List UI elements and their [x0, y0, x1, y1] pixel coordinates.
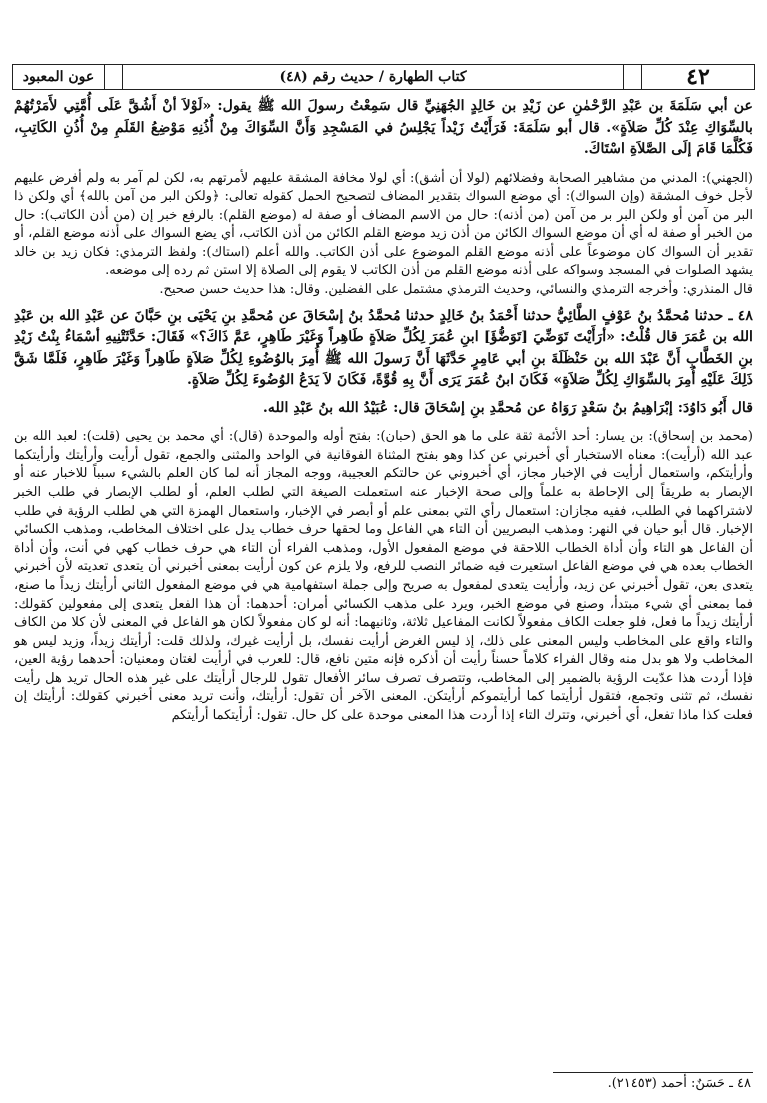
header-spacer — [624, 65, 642, 89]
abu-dawud-note: قال أَبُو دَاوُدَ: إبْرَاهِيمُ بنُ سَعْدٍ رَوَاهُ عن مُحمَّدِ بنِ إسْحَاقَ قال: عُبَيْدُ الله بنُ عَبْدِ الله. — [262, 399, 753, 416]
hadith-48-text: ٤٨ ـ حدثنا مُحمَّدُ بنُ عَوْفٍ الطَّائِيُّ حدثنا أَحْمَدُ بنُ خَالِدٍ حدثنا مُحمَّدُ بنُ إسْحَاقَ عن مُحمَّدِ بنِ يَحْيَى بنِ حَبَّانَ عن عَبْدِ الله بن عَبْدِ الله بن عُمَرَ قال قُلْتُ: «أرَأَيْتَ تَوَضِّيَ [تَوَضُّؤَ] ابنِ عُمَرَ لِكُلِّ صَلاَةٍ طَاهِراً وَغَيْرَ طَاهِرٍ، عَمَّ ذَاكَ؟» فَقَالَ: حَدَّثَتْنِيهِ أسْمَاءُ بِنْتُ زَيْدِ بنِ الخَطَّابِ أَنَّ عَبْدَ الله بن حَنْظَلَةَ بنِ أبي عَامِرٍ حَدَّثَهَا أَنَّ رَسولَ الله ﷺ أُمِرَ بالوُضُوءِ لِكُلِّ صَلاَةٍ طَاهِراً وَغَيْرَ طَاهِرٍ، فَلَمَّا شَقَّ ذَلِكَ عَلَيْهِ أُمِرَ بالسِّوَاكِ لِكُلِّ صَلاَةٍ» فَكَانَ ابنُ عُمَرَ يَرَى أَنَّ بِهِ قُوَّةً، فَكَانَ لاَ يَدَعُ الوُضُوءَ لِكُلِّ صَلاَةٍ. — [14, 307, 753, 389]
book-name: عون المعبود — [13, 65, 105, 89]
page-content — [14, 96, 753, 726]
page-number: ٤٢ — [686, 64, 710, 90]
commentary-48: (محمد بن إسحاق): بن يسار: أحد الأئمة ثقة على ما هو الحق (حبان): بفتح أوله والموحدة (قال): أي محمد بن يحيى (قلت): لعبد الله بن عبد الله (أرأيت): معناه الاستخبار أي أخبرني عن كذا وهو بفتح المثناة الفوقانية في الواحد والمثنى والجمع، تقول أرأيت وأرأيتك وأرأيتكما وأرأيتكم، واستعمال أرأيت في الإخبار مجاز، أي أخبروني عن حالتكم العجيبة، ووجه المجاز أنه لما كان العلم بالشيء سبباً للاخبار عنه أو الإبصار به طريقاً إلى الإحاطة به علماً وإلى صحة الإخبار عنه استعملت الصيغة التي لطلب العلم، أو لطلب الإبصار في طلب الخبر لاشتراكهما في الطلب، ففيه مجازان: استعمال رأي التي بمعنى علم أو أبصر في الإخبار، واستعمال الهمزة التي هي لطلب الرؤية في طلب الإخبار. قال أبو حيان في النهر: ومذهب البصريين أن التاء هي الفاعل وما لحقها حرف خطاب يدل على اختلاف المخاطب، ومذهب الكسائي أن الفاعل هو التاء وأن أداة الخطاب اللاحقة في موضع المفعول الأول، ومذهب الفراء أن التاء هي حرف خطاب كهي في أنت، وأن أداة الخطاب بعده هي في موضع الفاعل استعيرت فيه ضمائر النصب للرفع، ولا يلزم عن كون أرأيت بمعنى أخبرني أن يتعدى تعديته لأن أخبرني يتعدى بعن، تقول أخبرني عن زيد، وأرأيت يتعدى لمفعول به صريح وإلى جملة استفهامية هي في موضع المفعول الثاني أرأيتك زيداً ما صنع، فما بمعنى أي شيء مبتدأ، وصنع في موضع الخبر، ويرد على مذهب الكسائي أمران: أحدهما: أن هذا الفعل يتعدى إلى مفعولين كقولك: أرأيتك زيداً ما فعل، فلو جعلت الكاف مفعولاً لكانت المفاعيل ثلاثة، وثانيهما: أنه لو كان مفعولاً لكان هو الفاعل في المعنى لأن كلا من الكاف والتاء واقع على المخاطب وليس المعنى على ذلك، إذ ليس الغرض أرأيت نفسك، بل أرأيت غيرك، ولذلك قلت: أرأيتك زيداً، وزيد ليس هو المخاطب ولا هو بدل منه وقال الفراء كلاماً حسناً رأيت أن أذكره فإنه متين نافع، قال: للعرب في أرأيت لغتان ومعنيان: أحدهما رؤية العين، فإذا أردت هذا عدّيت الرؤية بالضمير إلى المخاطب، وتتصرف تصرف سائر الأفعال تقول للرجال أرأيتك على غير هذه الحال تريد هل رأيت نفسك، ثم تثنى وتجمع، فتقول أرأيتما كما أرأيتموكم أرأيتكن. المعنى الآخر أن تقول: أرأيتك، وأنت تريد معنى أخبرني كقولك: أرأيتك إن فعلت كذا ماذا تفعل، أي أخبرني، وتترك التاء إذا أردت هذا المعنى موحدة على كل حال. تقول: أرأيتكما أرأيتكم — [14, 429, 753, 724]
running-header — [12, 64, 755, 90]
mundhiri-note: قال المنذري: وأخرجه الترمذي والنسائي، وحديث الترمذي مشتمل على الفضلين. وقال: هذا حديث حسن صحيح. — [159, 282, 753, 298]
footnote-divider — [553, 1072, 753, 1073]
chapter-title: كتاب الطهارة / حديث رقم (٤٨) — [123, 65, 624, 89]
page — [12, 0, 755, 1103]
commentary-47: (الجهني): المدني من مشاهير الصحابة وفضلائهم (لولا أن أشق): أي لولا مخافة المشقة عليهم لأمرتهم به، لكن لم آمر به ولم أفرض عليهم لأجل خوف المشقة (وإن السواك): أي موضع السواك بتقدير المضاف لتصحيح الحمل كقوله تعالى: ﴿ولكن البر من آمن بالله﴾ أي ولكن ذا البر من آمن أو ولكن البر بر من آمن (من أذنه): حال من الاسم المضاف أو صفة له (موضع القلم): بالرفع خبر إن (من أذن الكاتب): حال من الخبر أو صفة له أي أن موضع السواك الكائن من أذن زيد موضع القلم الكائن من أذن الكاتب، أي يضع السواك على أذنه موضع القلم، أو تقدير أن السواك كان موضوعاً على أذنه موضع القلم الموضوع على أذن الكاتب. والله أعلم (استاك): ولفظ الترمذي: فكان زيد بن خالد يشهد الصلوات في المسجد وسواكه على أذنه موضع القلم من أذن الكاتب لا يقوم إلى الصلاة إلا استن ثم رده إلى موضعه. — [14, 170, 753, 279]
header-spacer — [105, 65, 123, 89]
footnote: ٤٨ ـ حَسَنٌ: أحمد (٢١٤٥٣). — [607, 1076, 751, 1091]
hadith-47-text: عن أبي سَلَمَةَ بن عَبْدِ الرَّحْمٰنِ عن زَيْدِ بن خَالِدٍ الجُهَنِيِّ قال سَمِعْتُ رسولَ الله ﷺ يقول: «لَوْلاَ أنْ أَشُقَّ عَلَى أُمَّتِي لأَمَرْتُهُمْ بالسِّوَاكِ عِنْدَ كُلِّ صَلاَةٍ». قال أبو سَلَمَةَ: فَرَأَيْتُ زَيْداً يَجْلِسُ في المَسْجِدِ وَأَنَّ السِّوَاكَ مِنْ أُذُنِهِ مَوْضِعُ القَلَمِ مِنْ أُذُنِ الكَاتِبِ، فَكُلَّمَا قَامَ إلَى الصَّلاَةِ اسْتَاكَ. — [14, 98, 753, 157]
